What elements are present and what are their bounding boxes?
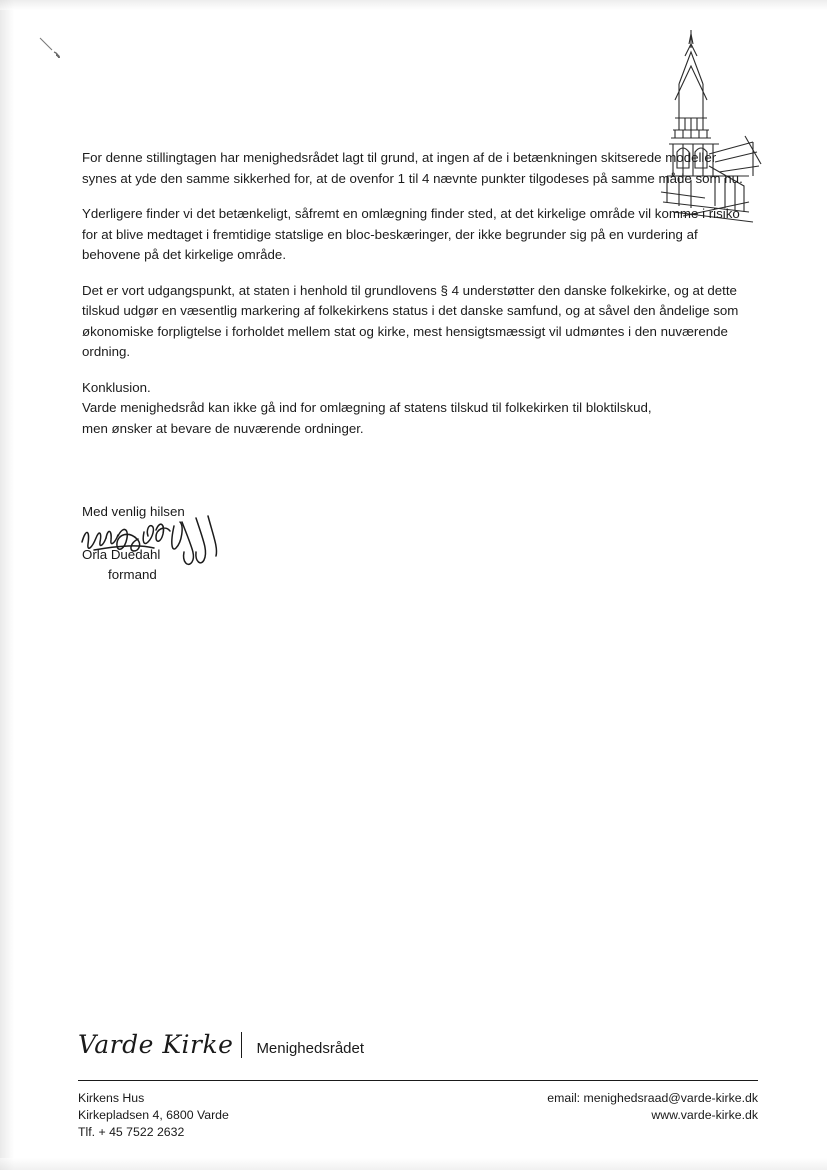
conclusion-line-2: men ønsker at bevare de nuværende ordninger. [82, 420, 364, 436]
brand-subtitle: Menighedsrådet [256, 1040, 365, 1057]
footer-divider [78, 1080, 758, 1081]
signoff-name: Orla Duedahl [82, 546, 161, 562]
conclusion-heading: Konklusion. [82, 379, 151, 395]
contact-website[interactable]: www.varde-kirke.dk [651, 1108, 758, 1122]
signoff-block [82, 502, 502, 586]
scan-edge-shadow-left [0, 0, 14, 1170]
signoff-greeting: Med venlig hilsen [82, 504, 185, 519]
address-line-2: Kirkepladsen 4, 6800 Varde [78, 1108, 229, 1122]
pencil-corner-mark-icon [38, 36, 72, 66]
brand-divider [241, 1032, 242, 1058]
signoff-role: formand [108, 567, 157, 582]
address-line-3: Tlf. + 45 7522 2632 [78, 1125, 185, 1139]
brand-name: Varde Kirke [78, 1030, 234, 1059]
address-line-1: Kirkens Hus [78, 1091, 145, 1105]
contact-email[interactable]: email: menighedsraad@varde-kirke.dk [547, 1091, 758, 1105]
scan-edge-shadow-bottom [0, 1158, 827, 1170]
letter-body [82, 148, 754, 454]
paragraph-1: For denne stillingtagen har menighedsrådet lagt til grund, at ingen af de i betænkningen skitserede modeller synes at yde den samme sikkerhed for, at de ovenfor 1 til 4 nævnte punkter tilgodeses på samme måde som nu. [82, 150, 743, 186]
footer-details [78, 1090, 758, 1141]
scan-edge-shadow-top [0, 0, 827, 10]
paragraph-3: Det er vort udgangspunkt, at staten i henhold til grundlovens § 4 understøtter den danske folkekirke, og at dette tilskud udgør en væsentlig markering af folkekirkens status i det danske samfund, og at såvel den åndelige som økonomiske forpligtelse i forholdet mellem stat og kirke, mest hensigtsmæssigt vil udmøntes i den nuværende ordning. [82, 282, 739, 359]
footer-address [78, 1090, 229, 1141]
footer-brand [78, 1030, 364, 1059]
paragraph-2: Yderligere finder vi det betænkeligt, såfremt en omlægning finder sted, at det kirkelige område vil komme i risiko for at blive medtaget i fremtidige statslige en bloc-beskæringer, der ikke begrunder sig på en vurdering af behovene på det kirkelige område. [82, 206, 740, 262]
conclusion-line-1: Varde menighedsråd kan ikke gå ind for omlægning af statens tilskud til folkekirken til bloktilskud, [82, 400, 652, 415]
footer-contact [547, 1090, 758, 1141]
